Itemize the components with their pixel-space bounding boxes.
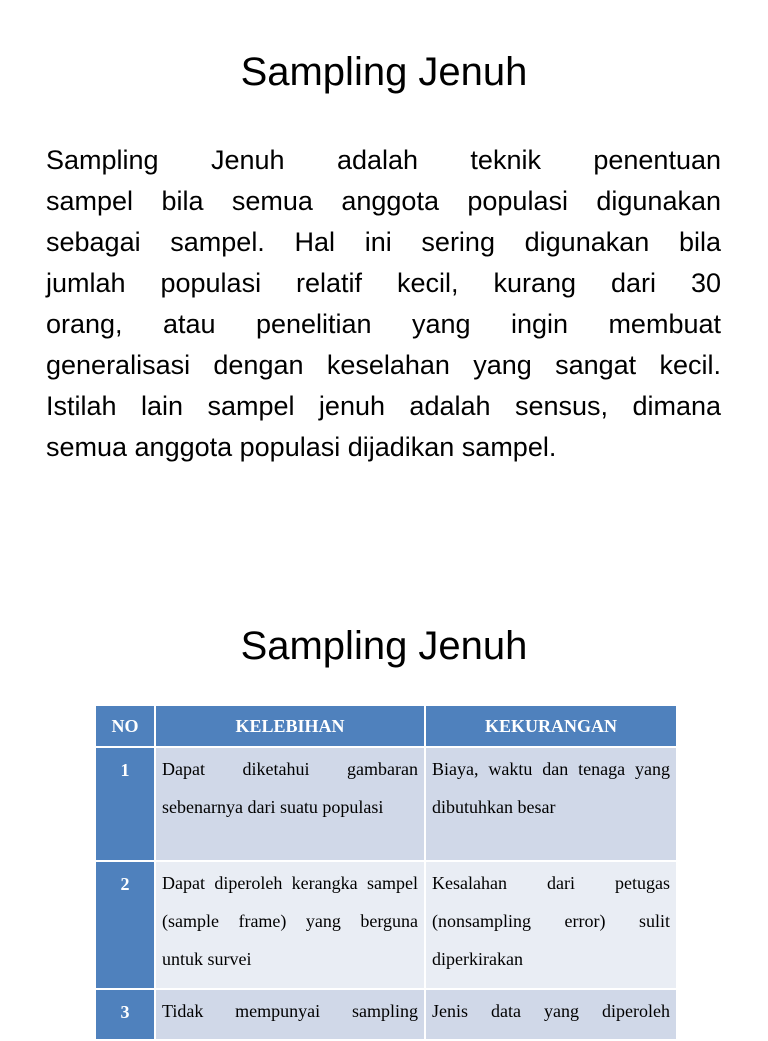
paragraph-line: generalisasi dengan keselahan yang sangat kecil. [46, 350, 721, 380]
paragraph-line: Istilah lain sampel jenuh adalah sensus, dimana [46, 391, 721, 421]
paragraph-line: orang, atau penelitian yang ingin membuat [46, 309, 721, 339]
table-row [96, 990, 676, 1039]
paragraph-line: sampel bila semua anggota populasi digunakan [46, 186, 721, 216]
row-number: 2 [96, 862, 154, 988]
kekurangan-cell: Kesalahan dari petugas (nonsampling error) sulit diperkirakan [426, 862, 676, 988]
table-header-row [96, 706, 676, 746]
table-row [96, 862, 676, 988]
header-kekurangan: KEKURANGAN [426, 706, 676, 746]
paragraph-line: Sampling Jenuh adalah teknik penentuan [46, 145, 721, 175]
header-kelebihan: KELEBIHAN [156, 706, 424, 746]
kekurangan-cell: Biaya, waktu dan tenaga yang dibutuhkan besar [426, 748, 676, 860]
table-row [96, 748, 676, 860]
paragraph-line: jumlah populasi relatif kecil, kurang dari 30 [46, 268, 721, 298]
kekurangan-cell: Jenis data yang diperoleh [426, 990, 676, 1039]
definition-paragraph [46, 140, 721, 468]
header-no: NO [96, 706, 154, 746]
paragraph-line: semua anggota populasi dijadikan sampel. [46, 432, 557, 462]
row-number: 1 [96, 748, 154, 860]
kelebihan-cell: Tidak mempunyai sampling [156, 990, 424, 1039]
row-number: 3 [96, 990, 154, 1039]
kelebihan-cell: Dapat diketahui gambaran sebenarnya dari suatu populasi [156, 748, 424, 860]
comparison-table [94, 704, 678, 1041]
kelebihan-cell: Dapat diperoleh kerangka sampel (sample frame) yang berguna untuk survei [156, 862, 424, 988]
slide2-title: Sampling Jenuh [240, 624, 528, 668]
slide1-title: Sampling Jenuh [240, 50, 528, 94]
paragraph-line: sebagai sampel. Hal ini sering digunakan bila [46, 227, 721, 257]
